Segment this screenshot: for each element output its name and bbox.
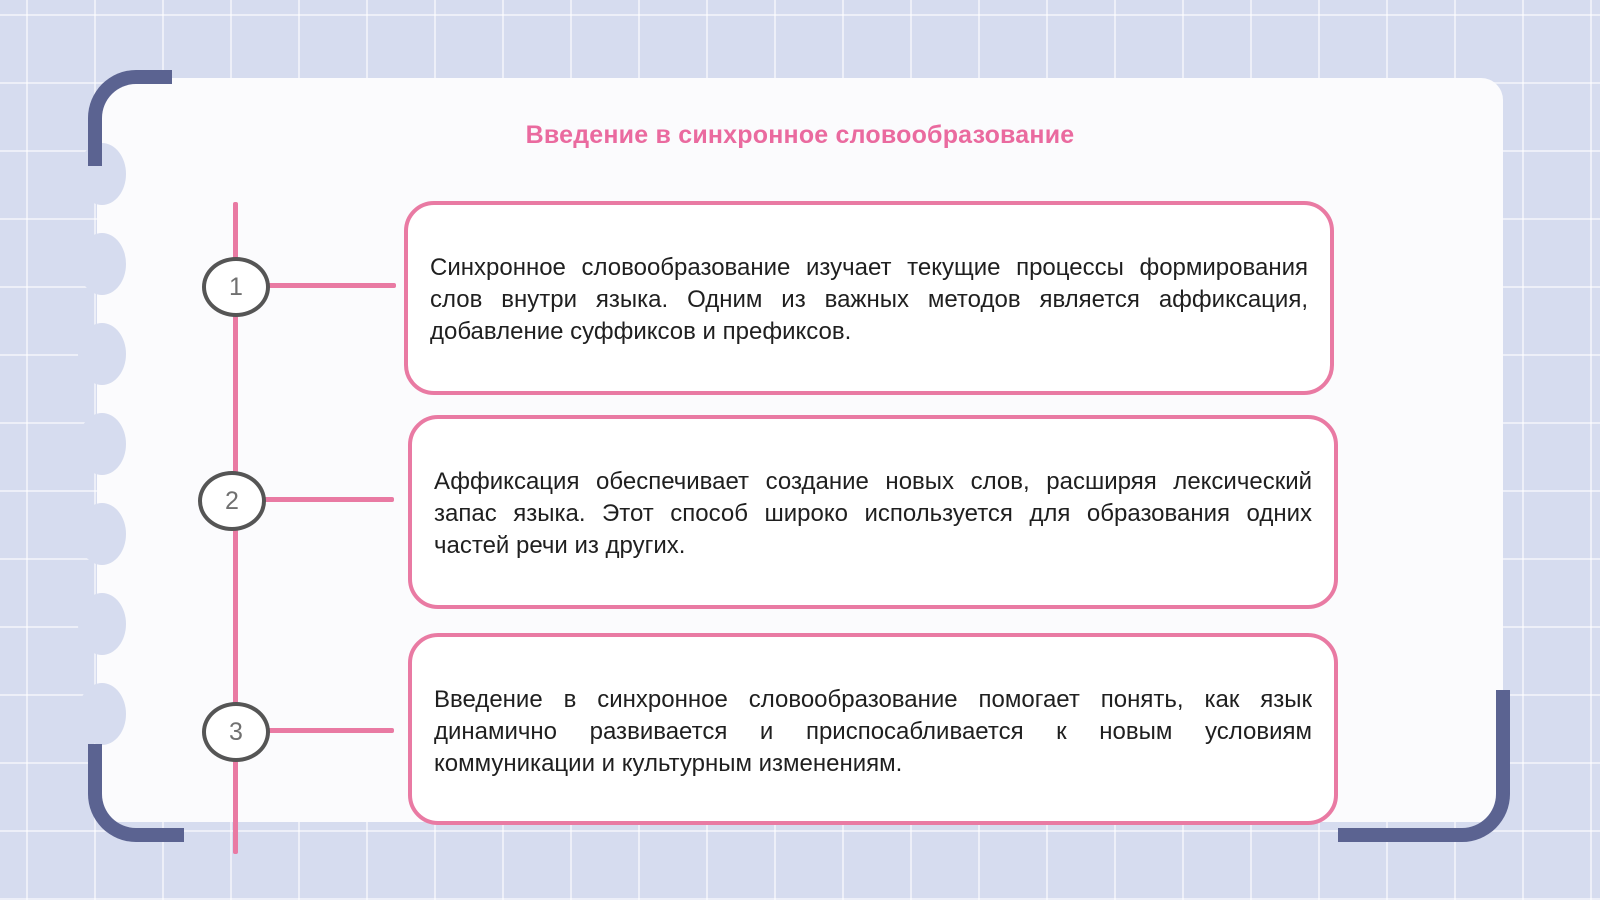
corner-bracket-top-left [88,70,172,166]
step-card [408,633,1338,825]
step-card [404,201,1334,395]
timeline-connector [264,497,394,502]
notebook-scallop [78,503,126,565]
corner-bracket-bottom-left [88,744,184,842]
step-number-circle: 1 [202,257,270,317]
step-text: Синхронное словообразование изучает текущие процессы формирования слов внутри языка. Одним из важных методов является аффиксация, добавление суффиксов и префиксов. [430,254,1308,345]
notebook-scallop [78,233,126,295]
slide-title: Введение в синхронное словообразование [525,121,1075,149]
timeline-connector [266,283,396,288]
timeline-connector [266,728,394,733]
step-text: Аффиксация обеспечивает создание новых слов, расширяя лексический запас языка. Этот способ широко используется для образования одних частей речи из других. [434,468,1312,559]
notebook-scallop [78,323,126,385]
step-number-circle: 3 [202,702,270,762]
step-text: Введение в синхронное словообразование помогает понять, как язык динамично развивается и приспосабливается к новым условиям коммуникации и культурным изменениям. [434,686,1312,777]
corner-bracket-bottom-right [1338,690,1510,842]
notebook-scallop [78,593,126,655]
notebook-scallop [78,683,126,745]
notebook-scallop [78,413,126,475]
step-number-circle: 2 [198,471,266,531]
step-card [408,415,1338,609]
